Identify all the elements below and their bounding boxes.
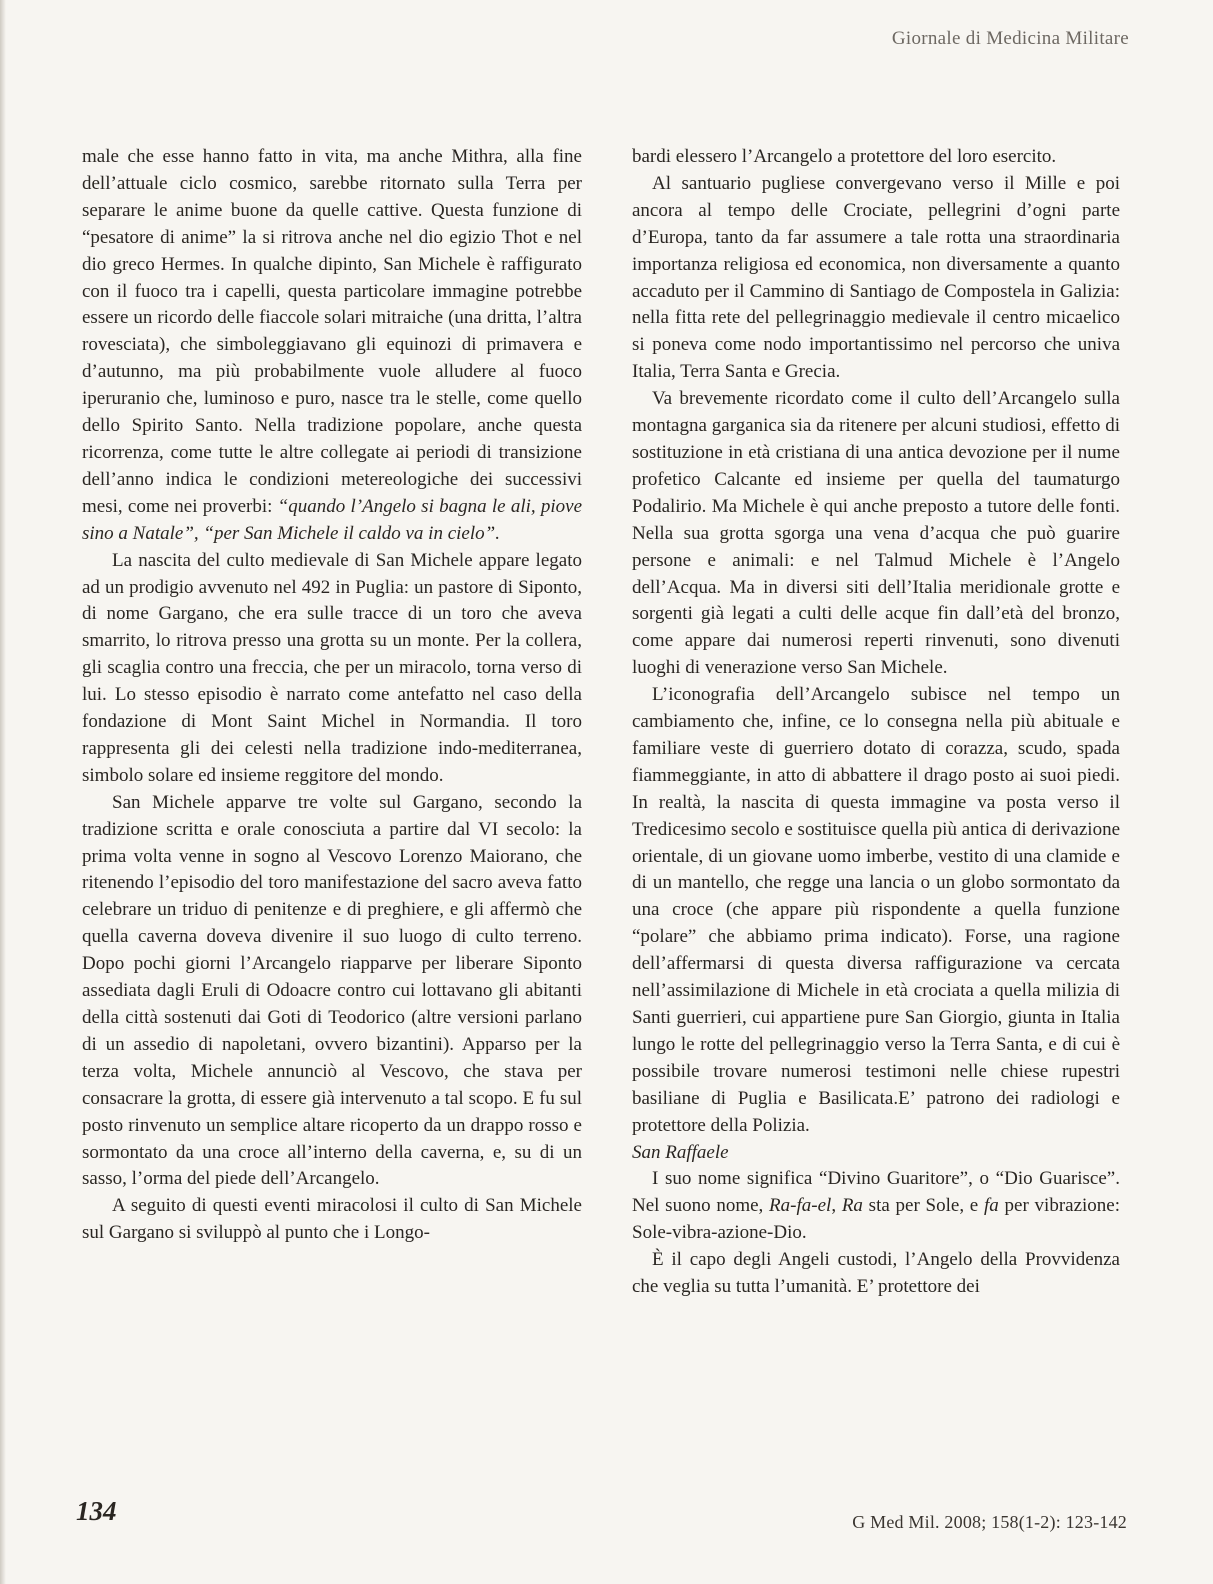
page-number: 134 xyxy=(76,1496,117,1526)
paragraph: L’iconografia dell’Arcangelo subisce nel tempo un cambiamento che, infine, ce lo consegna nella più abituale e familiare veste di guerriero dotato di corazza, scudo, spada fiammeggiante, in atto di abbattere il drago posto ai suoi piedi. In realtà, la nascita di questa immagine va posta verso il Tredicesimo secolo e sostituisce quella più antica di derivazione orientale, di un giovane uomo imberbe, vestito di una clamide e di un mantello, che regge una lancia o un globo sormontato da una croce (che appare più rispondente a quella funzione “polare” che abbiamo prima indicato). Forse, una ragione dell’affermarsi di questa diversa raffigurazione va cercata nell’assimilazione di Michele in età crociata a quella milizia di Santi guerrieri, cui appartiene pure San Giorgio, giunta in Italia lungo le rotte del pellegrinaggio verso la Terra Santa, e di cui è possibile trovare numerosi testimoni nelle chiese rupestri basiliane di Puglia e Basilicata.E’ patrono dei radiologi e protettore della Polizia. xyxy=(632,684,1120,1136)
paragraph: A seguito di questi eventi miracolosi il culto di San Michele sul Gargano si sviluppò al punto che i Longo- xyxy=(82,1195,582,1244)
running-header: Giornale di Medicina Militare xyxy=(891,28,1129,49)
section-heading: San Raffaele xyxy=(632,1141,729,1163)
paragraph: I suo nome significa “Divino Guaritore”, o “Dio Guarisce”. Nel suono nome, Ra-fa-el, Ra sta per Sole, e fa per vibrazione: Sole-vibra-azione-Dio. xyxy=(632,1168,1121,1244)
paragraph: La nascita del culto medievale di San Michele appare legato ad un prodigio avvenuto nel 492 in Puglia: un pastore di Siponto, di nome Gargano, che era sulle tracce di un toro che aveva smarrito, lo ritrova presso una grotta su un monte. Per la collera, gli scaglia contro una freccia, che per un miracolo, torna verso di lui. Lo stesso episodio è narrato come antefatto nel caso della fondazione di Mont Saint Michel in Normandia. Il toro rappresenta gli dei celesti nella tradizione indo-mediterranea, simbolo solare ed insieme reggitore del mondo. xyxy=(82,549,582,786)
paragraph: San Michele apparve tre volte sul Gargano, secondo la tradizione scritta e orale conosciuta a partire dal VI secolo: la prima volta venne in sogno al Vescovo Lorenzo Maiorano, che ritenendo l’episodio del toro manifestazione del sacro aveva fatto celebrare un triduo di penitenze e di preghiere, e gli affermò che quella caverna doveva divenire il suo luogo di culto terreno. Dopo pochi giorni l’Arcangelo riapparve per liberare Siponto assediata dagli Eruli di Odoacre contro cui lottavano gli abitanti della città sostenuti dai Goti di Teodorico (altre versioni parlano di un assedio di napoletani, ovvero bizantini). Apparso per la terza volta, Michele annunciò al Vescovo, che stava per consacrare la grotta, di essere già intervenuto a tal scopo. E fu sul posto rinvenuto un semplice altare ricoperto da un drappo rosso e sormontato da una croce all’interno della caverna, e, su di un sasso, l’orma del piede dell’Arcangelo. xyxy=(82,791,582,1190)
right-column xyxy=(632,144,1120,1301)
left-column xyxy=(82,144,582,1247)
paragraph: È il capo degli Angeli custodi, l’Angelo della Provvidenza che veglia su tutta l’umanità. E’ protettore dei xyxy=(632,1249,1120,1298)
paragraph: male che esse hanno fatto in vita, ma anche Mithra, alla fine dell’attuale ciclo cosmico, sarebbe ritornato sulla Terra per separare le anime buone da quelle cattive. Questa funzione di “pesatore di anime” la si ritrova anche nel dio egizio Thot e nel dio greco Hermes. In qualche dipinto, San Michele è raffigurato con il fuoco tra i capelli, questa particolare immagine potrebbe essere un ricordo delle fiaccole solari mitraiche (una dritta, l’altra rovesciata), che simboleggiavano gli equinozi di primavera e d’autunno, ma più probabilmente vuole alludere al fuoco iperuranio che, luminoso e puro, nasce tra le stelle, come quello dello Spirito Santo. Nella tradizione popolare, anche questa ricorrenza, come tutte le altre collegate ai periodi di transizione dell’anno indica le condizioni metereologiche dei successivi mesi, come nei proverbi: “quando l’Angelo si bagna le ali, piove sino a Natale”, “per San Michele il caldo va in cielo”. xyxy=(82,146,583,544)
paragraph: bardi elessero l’Arcangelo a protettore del loro esercito. xyxy=(632,146,1057,167)
page-edge-shadow xyxy=(0,0,6,1584)
proverb-quote: “quando l’Angelo si bagna le ali, piove sino a Natale”, “per San Michele il caldo va in cielo”. xyxy=(82,495,583,544)
paragraph: Va brevemente ricordato come il culto dell’Arcangelo sulla montagna garganica sia da ritenere per alcuni studiosi, effetto di sostituzione in età cristiana di una antica devozione per il nume profetico Calcante ed insieme per quella del taumaturgo Podalirio. Ma Michele è qui anche preposto a tutore delle fonti. Nella sua grotta sgorga una vena d’acqua che può guarire persone e animali: e nel Talmud Michele è l’Angelo dell’Acqua. Ma in diversi siti dell’Italia meridionale grotte e sorgenti già legati a culti delle acque fin dall’età del bronzo, come appare dai numerosi reperti rinvenuti, sono divenuti luoghi di venerazione verso San Michele. xyxy=(632,388,1120,679)
journal-citation: G Med Mil. 2008; 158(1-2): 123-142 xyxy=(852,1512,1127,1532)
paragraph: Al santuario pugliese convergevano verso il Mille e poi ancora al tempo delle Crociate, pellegrini d’ogni parte d’Europa, tanto da far assumere a tale rotta una straordinaria importanza religiosa ed economica, non diversamente a quanto accaduto per il Cammino di Santiago de Compostela in Galizia: nella fitta rete del pellegrinaggio medievale il centro micaelico si poneva come nodo importantissimo nel percorso che univa Italia, Terra Santa e Grecia. xyxy=(632,172,1120,383)
